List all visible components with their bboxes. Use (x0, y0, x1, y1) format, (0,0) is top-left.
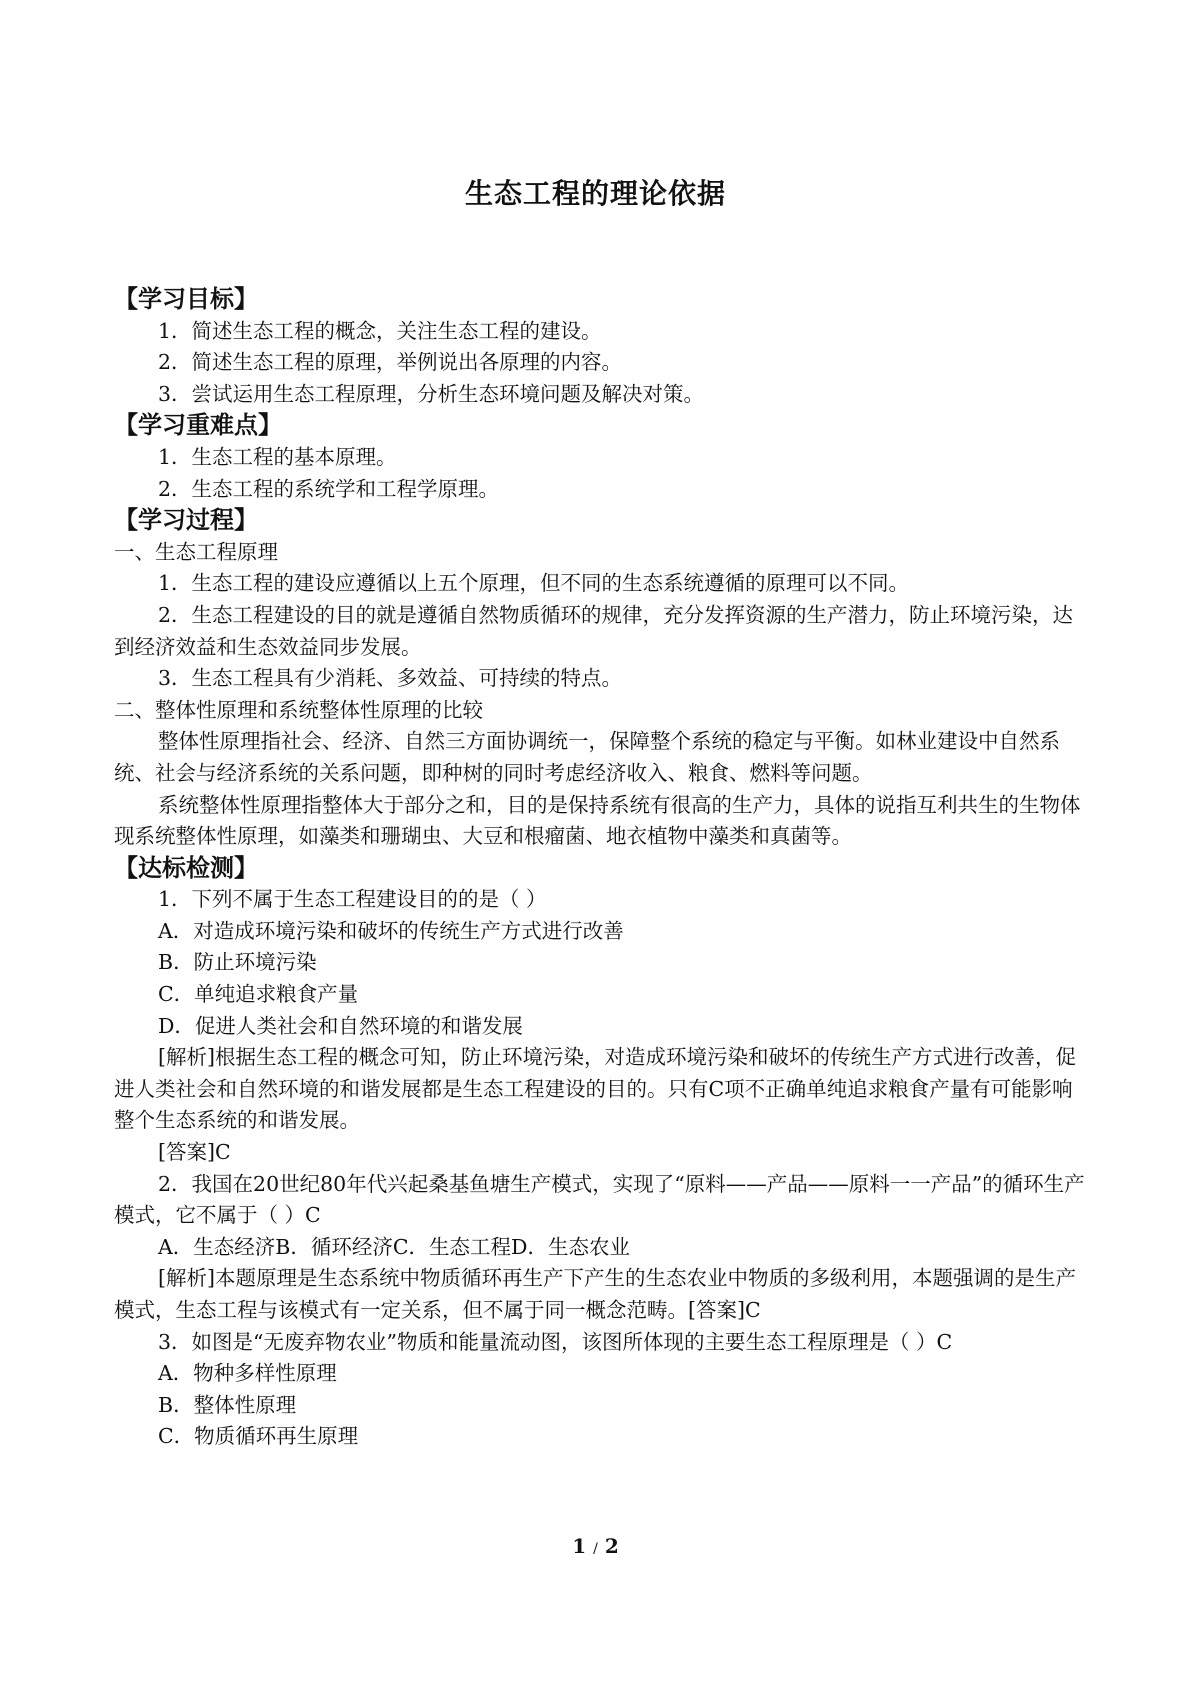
question-3-option: B．整体性原理 (158, 1392, 297, 1417)
document-body (114, 284, 1092, 1453)
process-paragraph: 整体性原理指社会、经济、自然三方面协调统一，保障整个系统的稳定与平衡。如林业建设中自然系统、社会与经济系统的关系问题，即种树的同时考虑经济收入、粮食、燃料等问题。 (114, 729, 1060, 785)
page-total: 2 (604, 1534, 619, 1558)
objective-item: 3．尝试运用生态工程原理，分析生态环境问题及解决对策。 (158, 381, 705, 406)
objective-item: 1．简述生态工程的概念，关注生态工程的建设。 (158, 318, 602, 343)
question-2-stem: 2．我国在20世纪80年代兴起桑基鱼塘生产模式，实现了“原料——产品——原料一一产品”的循环生产模式，它不属于（ ）C (114, 1171, 1085, 1228)
key-point-item: 2．生态工程的系统学和工程学原理。 (158, 476, 500, 501)
question-1-stem: 1．下列不属于生态工程建设目的的是（ ） (158, 887, 547, 912)
process-item: 3．生态工程具有少消耗、多效益、可持续的特点。 (158, 666, 623, 691)
page-current: 1 (572, 1534, 587, 1558)
question-2-analysis: [解析]本题原理是生态系统中物质循环再生产下产生的生态农业中物质的多级利用，本题强调的是生产模式，生态工程与该模式有一定关系，但不属于同一概念范畴。[答案]C (114, 1266, 1076, 1322)
section-heading-process: 【学习过程】 (114, 506, 258, 535)
question-2-options: A．生态经济B．循环经济C．生态工程D．生态农业 (158, 1234, 630, 1259)
section-heading-test: 【达标检测】 (114, 853, 258, 882)
process-item: 1．生态工程的建设应遵循以上五个原理，但不同的生态系统遵循的原理可以不同。 (158, 571, 910, 596)
question-1-option: B．防止环境污染 (158, 950, 317, 975)
process-paragraph: 系统整体性原理指整体大于部分之和，目的是保持系统有很高的生产力，具体的说指互利共生的生物体现系统整体性原理，如藻类和珊瑚虫、大豆和根瘤菌、地衣植物中藻类和真菌等。 (114, 792, 1081, 849)
question-3-stem: 3．如图是“无废弃物农业”物质和能量流动图，该图所体现的主要生态工程原理是（ ）C (158, 1329, 953, 1354)
question-1-option: C．单纯追求粮食产量 (158, 982, 359, 1007)
page-number (0, 1534, 1191, 1558)
question-3-option: C．物质循环再生原理 (158, 1424, 359, 1449)
process-item: 2．生态工程建设的目的就是遵循自然物质循环的规律，充分发挥资源的生产潜力，防止环境污染，达到经济效益和生态效益同步发展。 (114, 602, 1074, 659)
process-part1-title: 一、生态工程原理 (114, 539, 278, 564)
question-1-answer: [答案]C (158, 1140, 231, 1165)
section-heading-key-points: 【学习重难点】 (114, 411, 282, 440)
process-part2-title: 二、整体性原理和系统整体性原理的比较 (114, 697, 483, 722)
page-separator: / (593, 1541, 598, 1557)
objective-item: 2．简述生态工程的原理，举例说出各原理的内容。 (158, 350, 623, 375)
key-point-item: 1．生态工程的基本原理。 (158, 444, 397, 469)
question-1-option: A．对造成环境污染和破坏的传统生产方式进行改善 (158, 918, 624, 943)
question-1-option: D．促进人类社会和自然环境的和谐发展 (158, 1013, 523, 1038)
question-3-option: A．物种多样性原理 (158, 1361, 337, 1386)
section-heading-objectives: 【学习目标】 (114, 285, 258, 313)
question-1-analysis: [解析]根据生态工程的概念可知，防止环境污染，对造成环境污染和破坏的传统生产方式进行改善，促进人类社会和自然环境的和谐发展都是生态工程建设的目的。只有C项不正确单纯追求粮食产量有可能影响整个生态系统的和谐发展。 (114, 1045, 1076, 1133)
page-title: 生态工程的理论依据 (464, 177, 726, 210)
